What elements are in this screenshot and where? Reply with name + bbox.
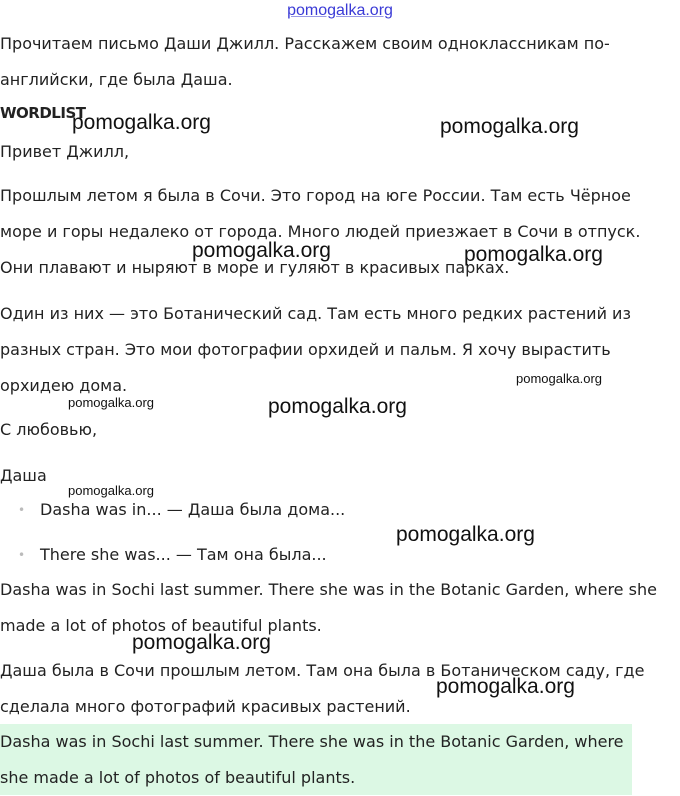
watermark-text: pomogalka.org <box>440 115 579 138</box>
watermark-text: pomogalka.org <box>132 631 271 654</box>
watermark-text: pomogalka.org <box>72 111 211 134</box>
intro-text: Прочитаем письмо Даши Джилл. Расскажем своим одноклассникам по-английски, где была Даша. <box>0 34 610 89</box>
letter-paragraph-1: Прошлым летом я была в Сочи. Это город на юге России. Там есть Чёрное море и горы недалеко от города. Много людей приезжает в Сочи в отпуск. Они плавают и ныряют в море и гуляют в красивых парках. <box>0 186 641 277</box>
watermark-text: pomogalka.org <box>516 371 602 386</box>
watermark-text: pomogalka.org <box>268 395 407 418</box>
wordlist-item: • Dasha was in... — Даша была дома... <box>40 499 345 521</box>
letter-paragraph-2: Один из них — это Ботанический сад. Там есть много редких растений из разных стран. Это мои фотографии орхидей и пальм. Я хочу вырастить орхидею дома. <box>0 304 631 395</box>
letter-closing: С любовью, <box>0 420 98 439</box>
wordlist-heading: WORDLIST <box>0 104 86 122</box>
answer-box <box>0 724 632 795</box>
watermark-text: pomogalka.org <box>68 395 154 410</box>
watermark-text: pomogalka.org <box>192 239 331 262</box>
site-watermark-link[interactable]: pomogalka.org <box>287 2 393 19</box>
english-text: Dasha was in Sochi last summer. There she was in the Botanic Garden, where she made a lot of photos of beautiful plants. <box>0 580 657 635</box>
watermark-text: pomogalka.org <box>464 243 603 266</box>
letter-greeting: Привет Джилл, <box>0 142 130 161</box>
letter-signature: Даша <box>0 466 47 485</box>
watermark-text: pomogalka.org <box>396 523 535 546</box>
wordlist-item: • There she was... — Там она была... <box>40 544 327 566</box>
russian-translation: Даша была в Сочи прошлым летом. Там она была в Ботаническом саду, где сделала много фотографий красивых растений. <box>0 661 645 716</box>
watermark-text: pomogalka.org <box>68 483 154 498</box>
answer-text: Dasha was in Sochi last summer. There she was in the Botanic Garden, where she made a lot of photos of beautiful plants. <box>0 732 624 787</box>
watermark-text: pomogalka.org <box>436 675 575 698</box>
